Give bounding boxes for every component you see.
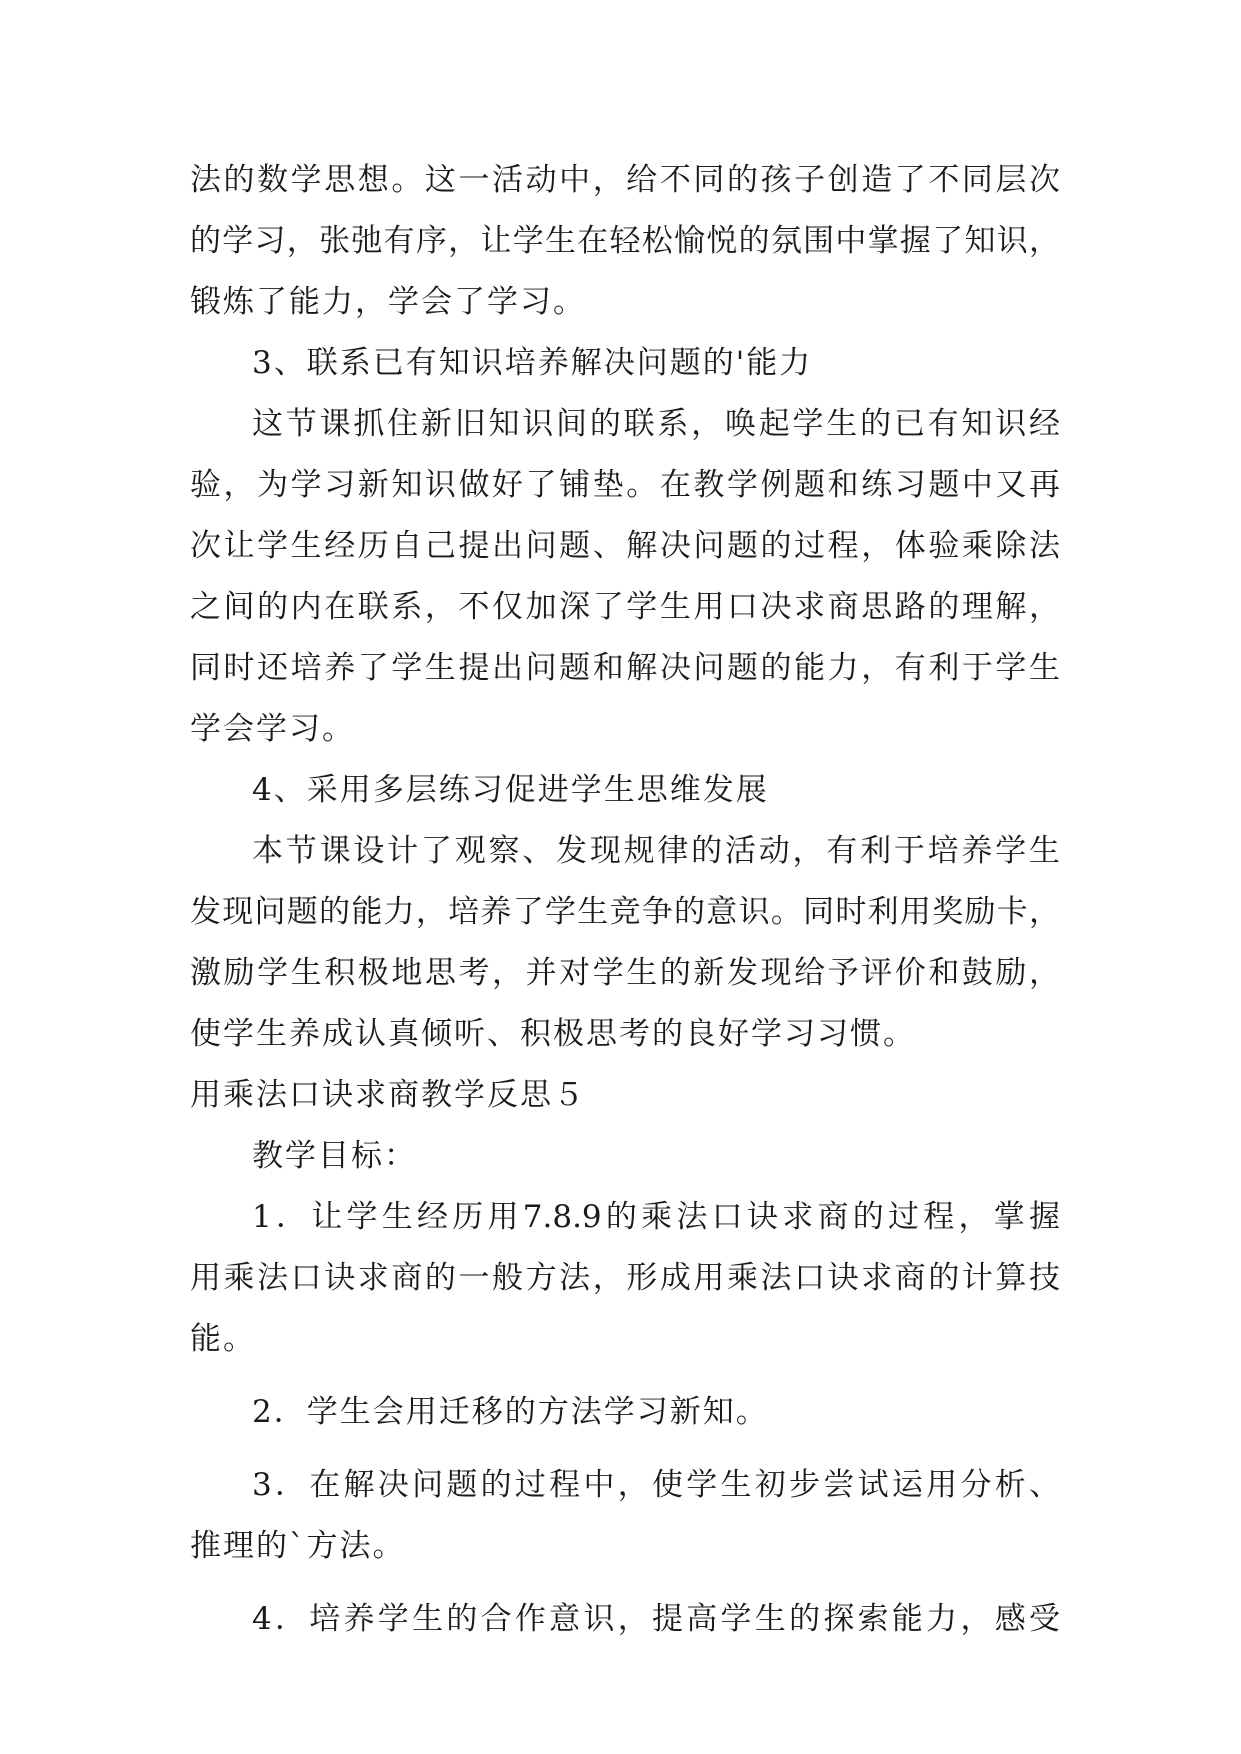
spacer xyxy=(190,1443,1060,1455)
section-title: 用乘法口诀求商教学反思５ xyxy=(190,1077,586,1113)
paragraph-line: 次让学生经历自己提出问题、解决问题的过程，体验乘除法 xyxy=(190,528,1060,564)
paragraph-line: 的学习，张弛有序，让学生在轻松愉悦的氛围中掌握了知识， xyxy=(190,223,1060,259)
paragraph-line: 之间的内在联系，不仅加深了学生用口决求商思路的理解， xyxy=(190,589,1060,625)
goal-item-1-line: 用乘法口诀求商的一般方法，形成用乘法口诀求商的计算技 xyxy=(190,1260,1060,1296)
goal-item-1-line: 1．让学生经历用7.8.9的乘法口诀求商的过程，掌握 xyxy=(252,1199,1060,1235)
goals-heading: 教学目标： xyxy=(252,1138,417,1174)
spacer xyxy=(190,1577,1060,1589)
paragraph-line: 学会学习。 xyxy=(190,711,355,747)
paragraph-line: 使学生养成认真倾听、积极思考的良好学习习惯。 xyxy=(190,1016,916,1052)
goal-item-3-line: 3．在解决问题的过程中，使学生初步尝试运用分析、 xyxy=(252,1467,1060,1503)
paragraph-line: 这节课抓住新旧知识间的联系，唤起学生的已有知识经 xyxy=(252,406,1060,442)
section-heading-3: 3、联系已有知识培养解决问题的'能力 xyxy=(252,345,813,381)
paragraph-line: 验，为学习新知识做好了铺垫。在教学例题和练习题中又再 xyxy=(190,467,1060,503)
paragraph-line: 同时还培养了学生提出问题和解决问题的能力，有利于学生 xyxy=(190,650,1060,686)
paragraph-line: 发现问题的能力，培养了学生竞争的意识。同时利用奖励卡， xyxy=(190,894,1060,930)
paragraph-line: 法的数学思想。这一活动中，给不同的孩子创造了不同层次 xyxy=(190,162,1060,198)
spacer xyxy=(190,1370,1060,1382)
goal-item-1-line: 能。 xyxy=(190,1321,256,1357)
paragraph-line: 激励学生积极地思考，并对学生的新发现给予评价和鼓励， xyxy=(190,955,1060,991)
goal-item-2: 2．学生会用迁移的方法学习新知。 xyxy=(252,1394,769,1430)
section-heading-4: 4、采用多层练习促进学生思维发展 xyxy=(252,772,769,808)
paragraph-line: 锻炼了能力，学会了学习。 xyxy=(190,284,586,320)
goal-item-3-line: 推理的`方法。 xyxy=(190,1528,406,1564)
paragraph-line: 本节课设计了观察、发现规律的活动，有利于培养学生 xyxy=(252,833,1060,869)
document-body xyxy=(190,150,1060,1650)
goal-item-4: 4．培养学生的合作意识，提高学生的探索能力，感受 xyxy=(252,1601,1060,1637)
